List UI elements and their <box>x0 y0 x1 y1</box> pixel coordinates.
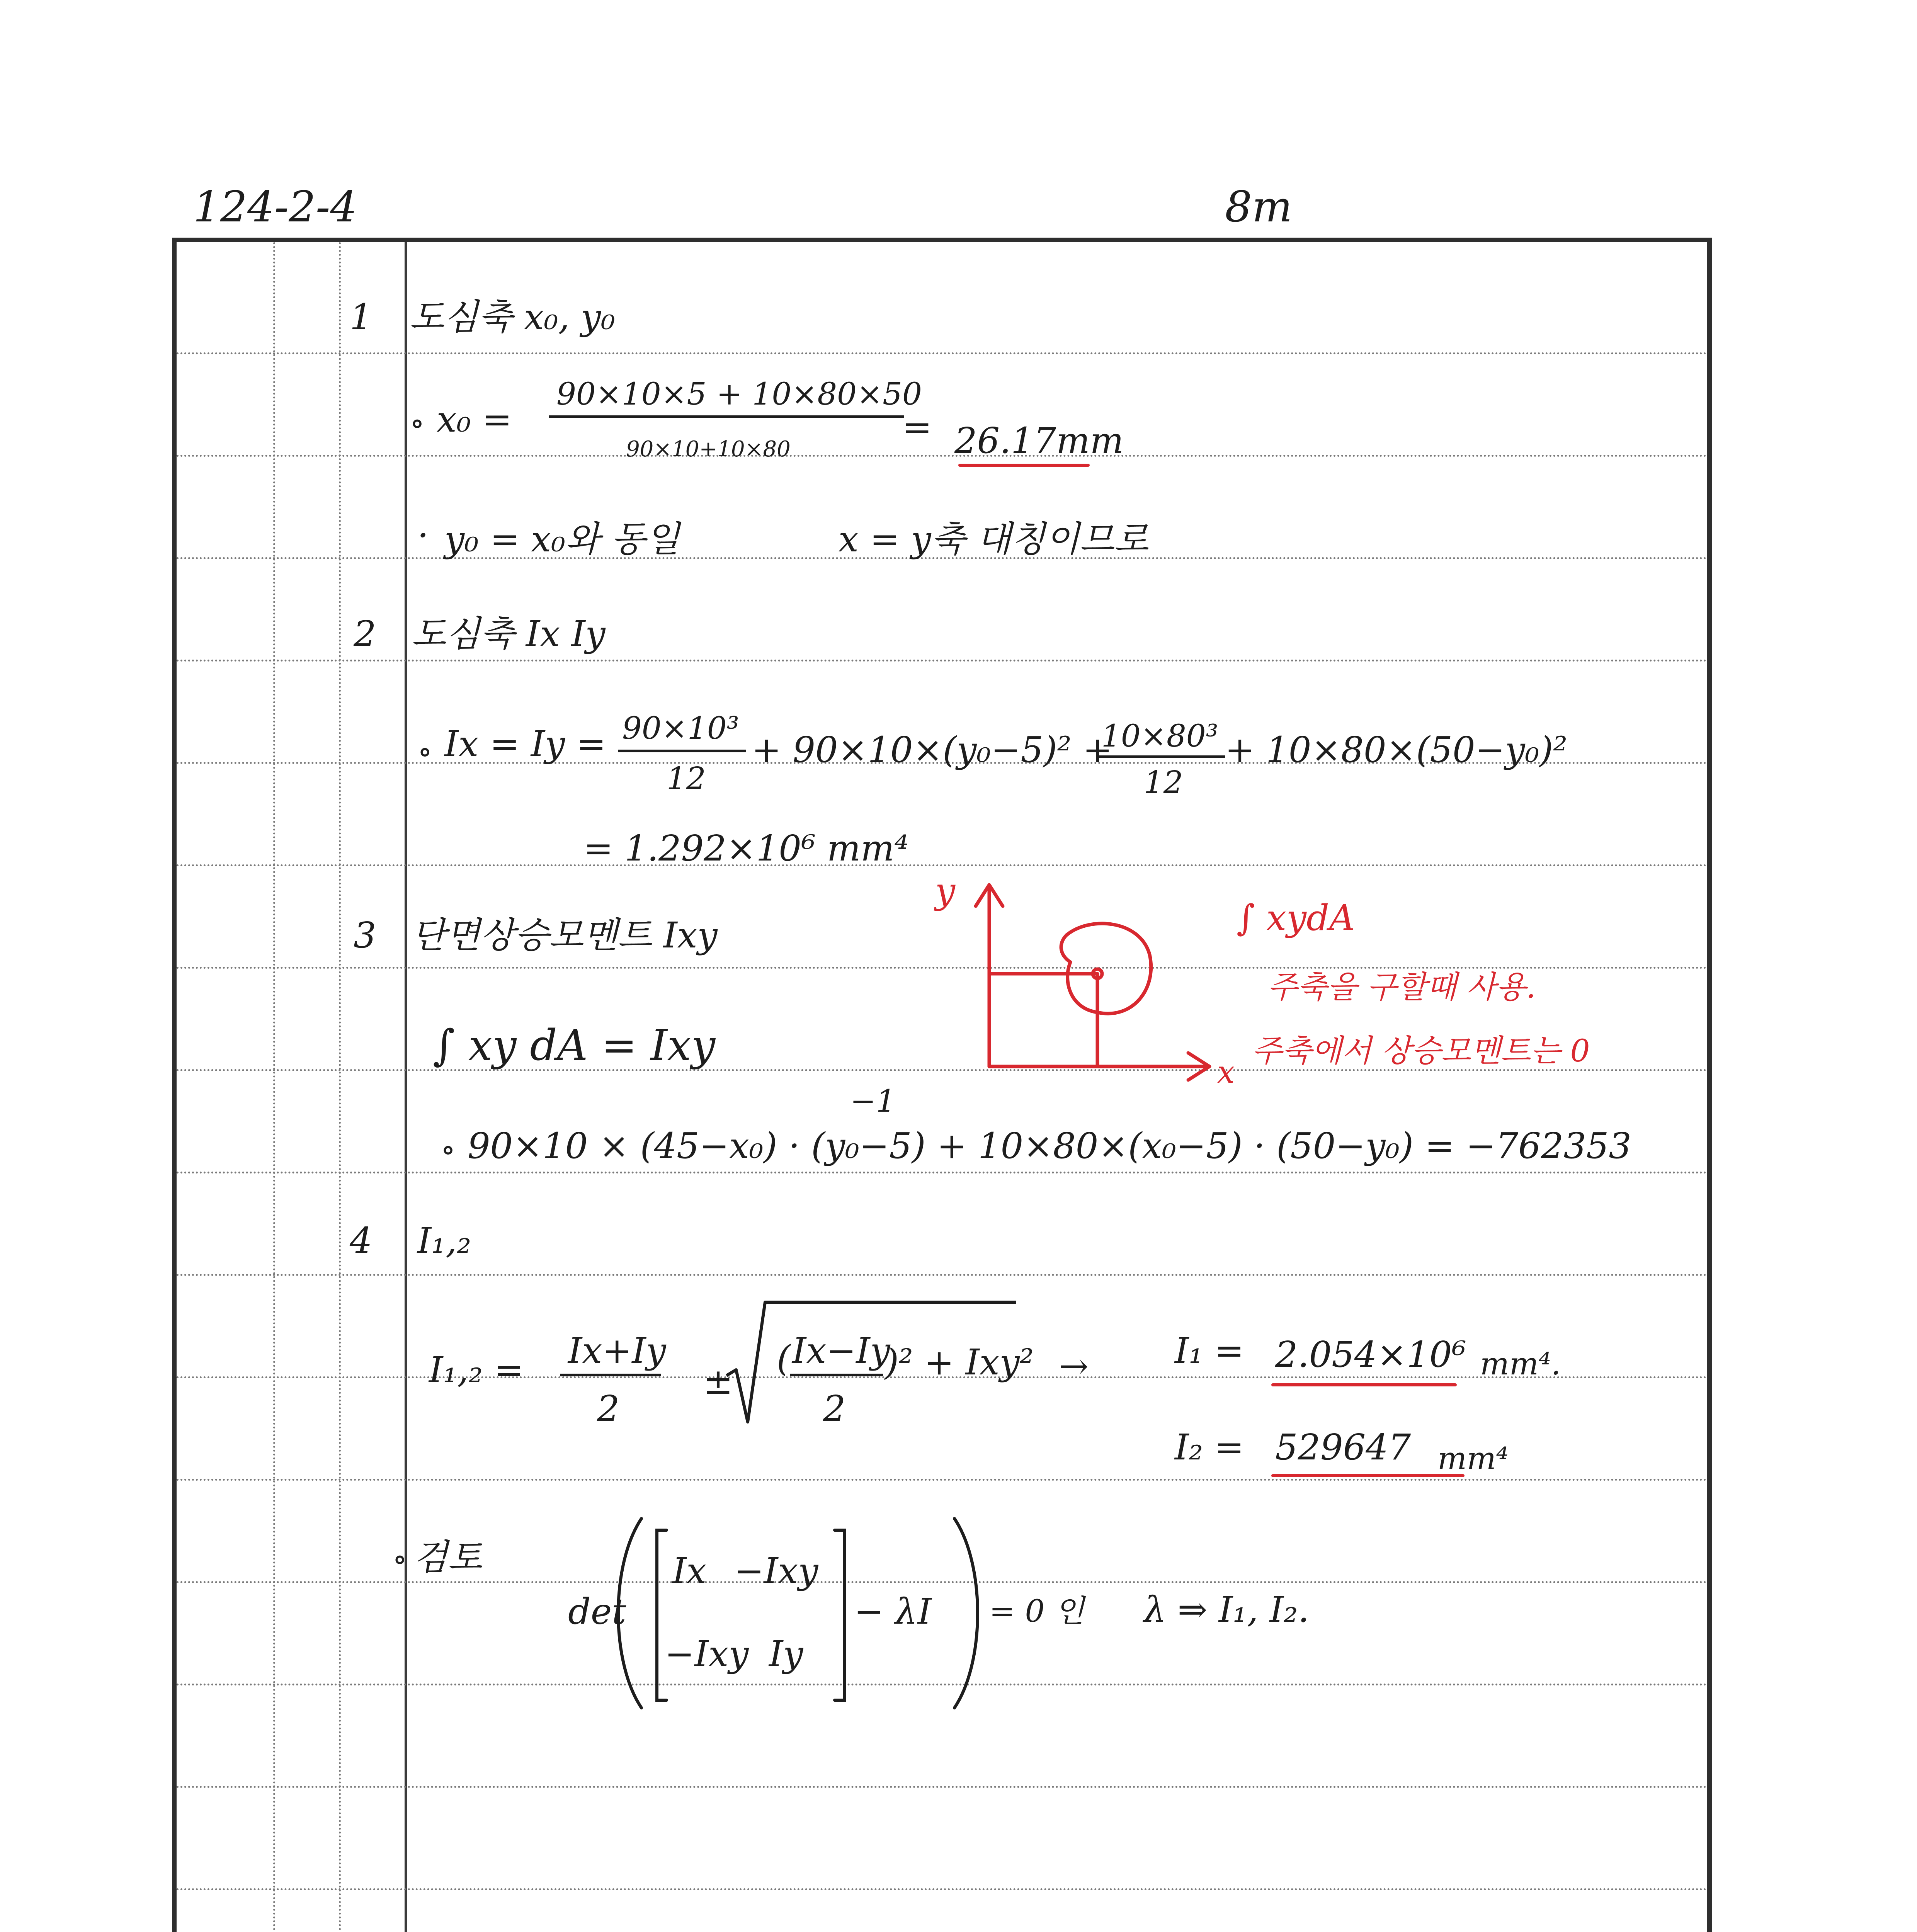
check-label: 검토 <box>413 1537 482 1578</box>
term1-denominator: 12 <box>667 760 706 796</box>
x0-equals: = <box>902 406 932 448</box>
ix-iy-result: = 1.292×10⁶ mm⁴ <box>583 828 909 869</box>
parallel-axis-term: + 90×10×(y₀−5)² + <box>752 729 1113 770</box>
annotation-principal-axis: 주축에서 상승모멘트는 0 <box>1252 1033 1590 1069</box>
eigenvalue-result: λ ⇒ I₁, I₂. <box>1144 1589 1310 1630</box>
x0-denominator: 90×10+10×80 <box>626 437 791 462</box>
section-1-title: 도심축 x₀, y₀ <box>410 296 615 338</box>
section-1-number: 1 <box>350 296 373 338</box>
x0-lhs: x₀ = <box>437 399 512 440</box>
section-3-number: 3 <box>354 915 376 956</box>
annotation-usage: 주축을 구할때 사용. <box>1267 969 1536 1005</box>
mean-numerator: Ix+Iy <box>568 1330 666 1371</box>
bullet: ∘ <box>417 733 433 769</box>
x0-result: 26.17mm <box>954 420 1124 461</box>
implies-arrow: → <box>1059 1345 1089 1387</box>
term2-tail: + 10×80×(50−y₀)² <box>1225 729 1568 770</box>
y0-statement: y₀ = x₀와 동일 <box>444 519 680 560</box>
y0-reason: x = y축 대칭이므로 <box>839 519 1148 560</box>
matrix-m12: −Ixy <box>734 1550 818 1592</box>
i1-value: 2.054×10⁶ <box>1275 1334 1466 1375</box>
bullet: ∘ <box>410 405 425 441</box>
section-3-title: 단면상승모멘트 Ixy <box>412 915 718 956</box>
term2-denominator: 12 <box>1144 764 1183 800</box>
ixy-calculation: 90×10 × (45−x₀) · (y₀−5) + 10×80×(x₀−5) · (50−y₀) = −762353 <box>468 1125 1631 1167</box>
ix-iy-lhs: Ix = Iy = <box>444 723 606 765</box>
matrix-m21: −Ixy <box>665 1633 749 1675</box>
question-id: 124-2-4 <box>193 182 357 231</box>
superscript-mark: −1 <box>850 1083 896 1119</box>
annotation-integral: ∫ xydA <box>1237 897 1355 939</box>
product-of-inertia-definition: ∫ xy dA = Ixy <box>433 1020 716 1070</box>
minus-lambda-identity: − λI <box>854 1591 932 1632</box>
section-2-title: 도심축 Ix Iy <box>412 613 606 655</box>
radical-tail: )² + Ixy² <box>885 1342 1034 1383</box>
plus-minus: ± <box>703 1361 733 1402</box>
det-label: det <box>568 1591 626 1632</box>
matrix-m22: Iy <box>769 1633 803 1675</box>
term1-numerator: 90×10³ <box>622 710 739 746</box>
diff-numerator: Ix−Iy <box>792 1330 890 1371</box>
matrix-m11: Ix <box>672 1550 707 1592</box>
x0-numerator: 90×10×5 + 10×80×50 <box>556 376 922 412</box>
diff-denominator: 2 <box>823 1388 846 1429</box>
i1-lhs: I₁ = <box>1175 1330 1244 1371</box>
section-2-number: 2 <box>354 613 376 655</box>
sketch-y-label: y <box>935 870 955 912</box>
score-mark: 8m <box>1225 182 1293 231</box>
section-4-title: I₁,₂ <box>417 1220 471 1261</box>
sketch-x-label: x <box>1217 1054 1235 1090</box>
bullet: ∘ <box>441 1131 456 1167</box>
i2-lhs: I₂ = <box>1175 1427 1244 1468</box>
i1-unit: mm⁴. <box>1480 1346 1561 1382</box>
principal-moments-lhs: I₁,₂ = <box>429 1349 524 1391</box>
radical-paren: ( <box>777 1338 791 1379</box>
bullet: ∘ <box>392 1541 408 1577</box>
i2-value: 529647 <box>1275 1427 1411 1468</box>
section-4-number: 4 <box>350 1220 373 1261</box>
i2-unit: mm⁴ <box>1437 1440 1509 1476</box>
bullet: · <box>417 515 429 556</box>
mean-denominator: 2 <box>597 1388 620 1429</box>
equals-zero: = 0 인 <box>989 1593 1085 1629</box>
term2-numerator: 10×80³ <box>1101 718 1218 754</box>
